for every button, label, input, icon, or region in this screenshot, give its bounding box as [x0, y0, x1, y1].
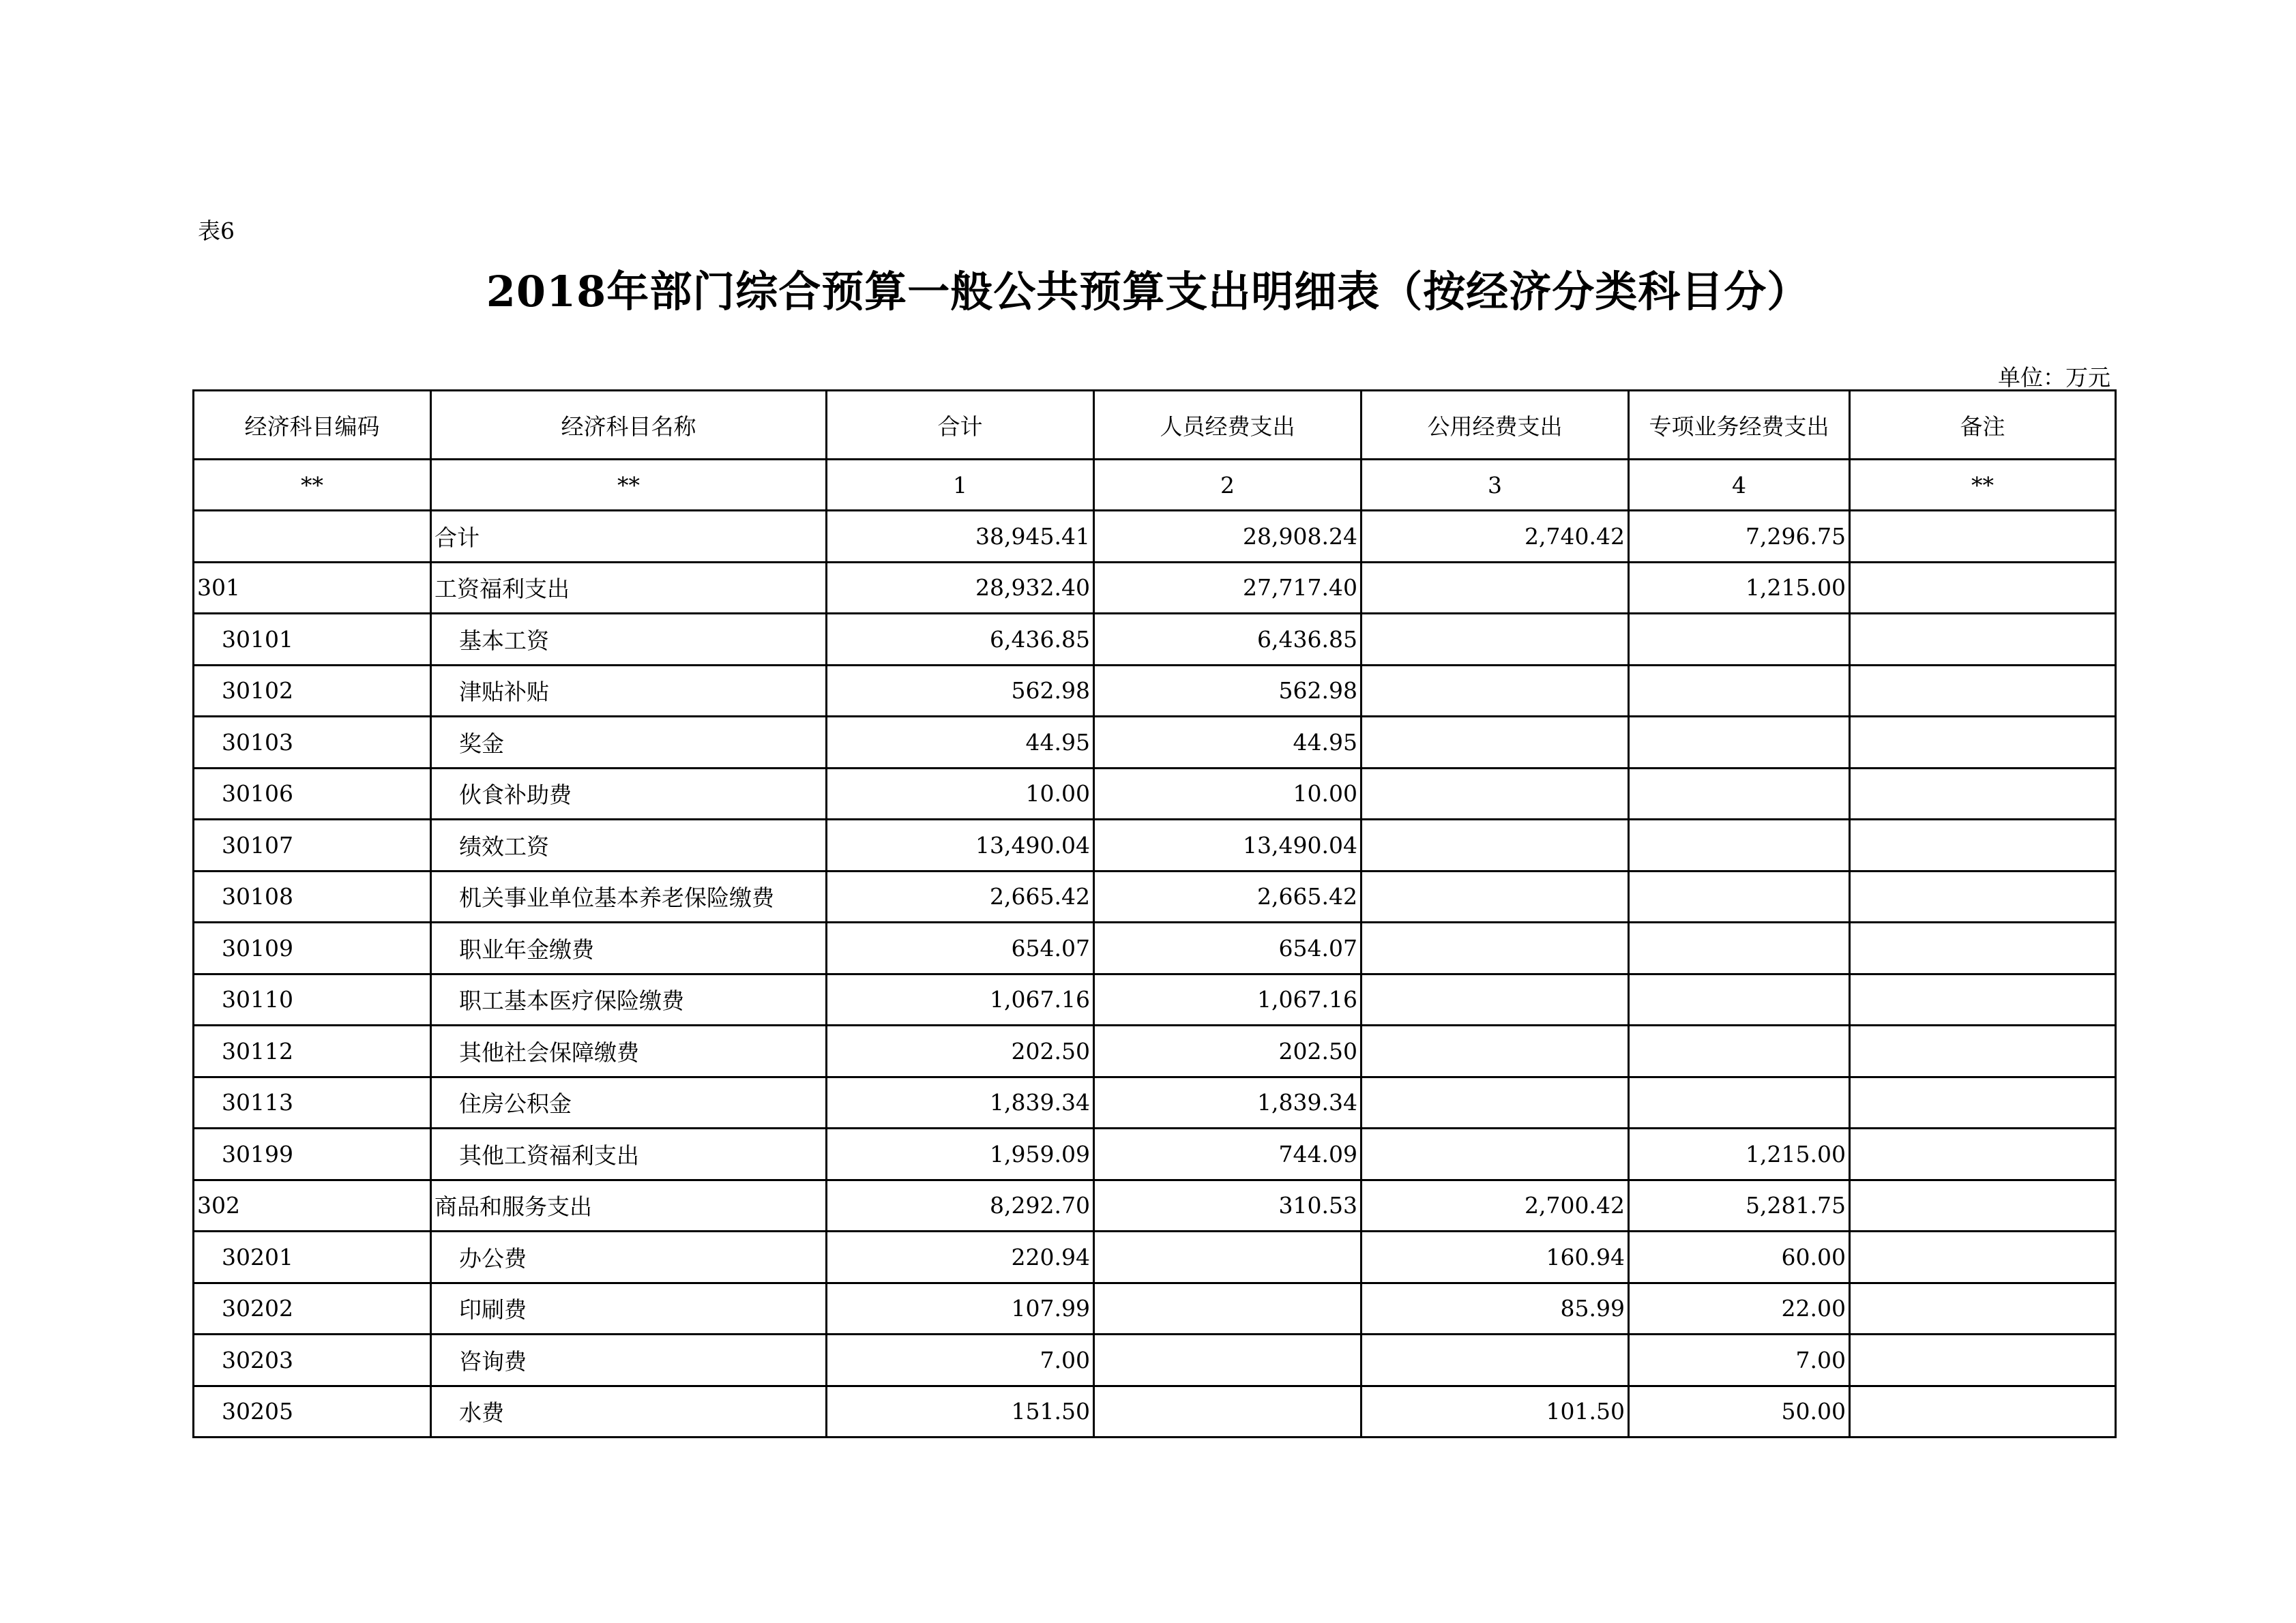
cell-special [1629, 871, 1850, 923]
cell-total: 202.50 [827, 1026, 1094, 1077]
cell-personnel [1094, 1386, 1362, 1438]
cell-special [1629, 974, 1850, 1026]
cell-total: 654.07 [827, 923, 1094, 974]
cell-personnel: 310.53 [1094, 1180, 1362, 1232]
cell-code: 30102 [194, 665, 431, 717]
cell-name: 办公费 [431, 1232, 827, 1283]
table-number-label: 表6 [198, 218, 235, 244]
index-total: 1 [827, 460, 1094, 511]
header-name: 经济科目名称 [431, 391, 827, 460]
cell-total: 28,932.40 [827, 562, 1094, 614]
cell-name: 职业年金缴费 [431, 923, 827, 974]
cell-personnel: 2,665.42 [1094, 871, 1362, 923]
cell-name: 工资福利支出 [431, 562, 827, 614]
table-header-row [194, 391, 2116, 460]
table-row [194, 1180, 2116, 1232]
table-row [194, 871, 2116, 923]
cell-note [1850, 1232, 2116, 1283]
cell-public [1362, 614, 1629, 666]
cell-note [1850, 1180, 2116, 1232]
cell-public [1362, 562, 1629, 614]
cell-name: 其他社会保障缴费 [431, 1026, 827, 1077]
cell-note [1850, 562, 2116, 614]
cell-public [1362, 768, 1629, 820]
cell-note [1850, 820, 2116, 872]
table-row [194, 1077, 2116, 1129]
cell-special [1629, 820, 1850, 872]
cell-name: 商品和服务支出 [431, 1180, 827, 1232]
cell-note [1850, 1283, 2116, 1335]
cell-special: 7,296.75 [1629, 511, 1850, 563]
cell-personnel: 44.95 [1094, 717, 1362, 769]
cell-public: 101.50 [1362, 1386, 1629, 1438]
cell-special [1629, 768, 1850, 820]
header-public: 公用经费支出 [1362, 391, 1629, 460]
cell-total: 1,839.34 [827, 1077, 1094, 1129]
cell-note [1850, 665, 2116, 717]
cell-public [1362, 1077, 1629, 1129]
cell-note [1850, 511, 2116, 563]
cell-name: 伙食补助费 [431, 768, 827, 820]
cell-public [1362, 665, 1629, 717]
table-row [194, 562, 2116, 614]
cell-name: 其他工资福利支出 [431, 1129, 827, 1180]
cell-code: 30202 [194, 1283, 431, 1335]
cell-code: 30101 [194, 614, 431, 666]
cell-total: 7.00 [827, 1335, 1094, 1386]
cell-public [1362, 1335, 1629, 1386]
cell-name: 住房公积金 [431, 1077, 827, 1129]
table-row [194, 768, 2116, 820]
cell-personnel: 10.00 [1094, 768, 1362, 820]
cell-total: 10.00 [827, 768, 1094, 820]
cell-name: 绩效工资 [431, 820, 827, 872]
cell-note [1850, 614, 2116, 666]
cell-personnel: 27,717.40 [1094, 562, 1362, 614]
cell-code: 30110 [194, 974, 431, 1026]
table-row [194, 717, 2116, 769]
table-row [194, 1232, 2116, 1283]
cell-code: 30106 [194, 768, 431, 820]
index-personnel: 2 [1094, 460, 1362, 511]
cell-total: 562.98 [827, 665, 1094, 717]
cell-name: 机关事业单位基本养老保险缴费 [431, 871, 827, 923]
cell-special [1629, 665, 1850, 717]
cell-personnel: 1,839.34 [1094, 1077, 1362, 1129]
cell-public: 2,700.42 [1362, 1180, 1629, 1232]
table-row [194, 1386, 2116, 1438]
cell-public: 160.94 [1362, 1232, 1629, 1283]
cell-code: 30112 [194, 1026, 431, 1077]
cell-public [1362, 923, 1629, 974]
cell-public [1362, 1129, 1629, 1180]
cell-name: 职工基本医疗保险缴费 [431, 974, 827, 1026]
cell-special: 50.00 [1629, 1386, 1850, 1438]
index-special: 4 [1629, 460, 1850, 511]
cell-special [1629, 614, 1850, 666]
cell-personnel [1094, 1283, 1362, 1335]
cell-total: 38,945.41 [827, 511, 1094, 563]
cell-note [1850, 1335, 2116, 1386]
cell-code: 30205 [194, 1386, 431, 1438]
cell-code: 302 [194, 1180, 431, 1232]
cell-note [1850, 1129, 2116, 1180]
cell-code: 30201 [194, 1232, 431, 1283]
table-row [194, 511, 2116, 563]
cell-note [1850, 1026, 2116, 1077]
cell-total: 107.99 [827, 1283, 1094, 1335]
cell-personnel [1094, 1335, 1362, 1386]
cell-public [1362, 717, 1629, 769]
cell-total: 6,436.85 [827, 614, 1094, 666]
index-public: 3 [1362, 460, 1629, 511]
cell-public [1362, 1026, 1629, 1077]
cell-personnel: 202.50 [1094, 1026, 1362, 1077]
cell-name: 奖金 [431, 717, 827, 769]
cell-personnel: 28,908.24 [1094, 511, 1362, 563]
cell-personnel: 744.09 [1094, 1129, 1362, 1180]
cell-personnel: 654.07 [1094, 923, 1362, 974]
cell-special: 22.00 [1629, 1283, 1850, 1335]
cell-name: 水费 [431, 1386, 827, 1438]
cell-special [1629, 923, 1850, 974]
table-row [194, 614, 2116, 666]
cell-special: 7.00 [1629, 1335, 1850, 1386]
table-row [194, 923, 2116, 974]
header-special: 专项业务经费支出 [1629, 391, 1850, 460]
cell-code: 30103 [194, 717, 431, 769]
cell-total: 1,067.16 [827, 974, 1094, 1026]
header-personnel: 人员经费支出 [1094, 391, 1362, 460]
cell-note [1850, 871, 2116, 923]
cell-public: 85.99 [1362, 1283, 1629, 1335]
cell-total: 13,490.04 [827, 820, 1094, 872]
cell-public [1362, 871, 1629, 923]
cell-note [1850, 768, 2116, 820]
cell-note [1850, 923, 2116, 974]
cell-total: 8,292.70 [827, 1180, 1094, 1232]
index-note: ** [1850, 460, 2116, 511]
cell-special: 1,215.00 [1629, 562, 1850, 614]
cell-name: 基本工资 [431, 614, 827, 666]
cell-public [1362, 974, 1629, 1026]
cell-name: 印刷费 [431, 1283, 827, 1335]
cell-public: 2,740.42 [1362, 511, 1629, 563]
cell-note [1850, 974, 2116, 1026]
cell-code: 30203 [194, 1335, 431, 1386]
index-name: ** [431, 460, 827, 511]
table-row [194, 665, 2116, 717]
header-code: 经济科目编码 [194, 391, 431, 460]
cell-code: 301 [194, 562, 431, 614]
cell-personnel: 562.98 [1094, 665, 1362, 717]
header-total: 合计 [827, 391, 1094, 460]
cell-special: 60.00 [1629, 1232, 1850, 1283]
cell-code: 30113 [194, 1077, 431, 1129]
table-row [194, 1129, 2116, 1180]
cell-code: 30108 [194, 871, 431, 923]
column-index-row [194, 460, 2116, 511]
cell-total: 44.95 [827, 717, 1094, 769]
cell-special [1629, 717, 1850, 769]
cell-special [1629, 1026, 1850, 1077]
cell-public [1362, 820, 1629, 872]
cell-note [1850, 1077, 2116, 1129]
cell-code: 30199 [194, 1129, 431, 1180]
unit-label: 单位：万元 [1998, 364, 2110, 391]
cell-name: 咨询费 [431, 1335, 827, 1386]
cell-special: 5,281.75 [1629, 1180, 1850, 1232]
cell-personnel [1094, 1232, 1362, 1283]
cell-personnel: 1,067.16 [1094, 974, 1362, 1026]
table-row [194, 1335, 2116, 1386]
cell-name: 津贴补贴 [431, 665, 827, 717]
cell-code: 30107 [194, 820, 431, 872]
cell-code [194, 511, 431, 563]
header-note: 备注 [1850, 391, 2116, 460]
page-title: 2018年部门综合预算一般公共预算支出明细表（按经济分类科目分） [486, 267, 1810, 316]
budget-expenditure-table [192, 389, 2117, 1438]
cell-personnel: 6,436.85 [1094, 614, 1362, 666]
cell-note [1850, 1386, 2116, 1438]
table-row [194, 974, 2116, 1026]
cell-note [1850, 717, 2116, 769]
table-row [194, 1026, 2116, 1077]
cell-name: 合计 [431, 511, 827, 563]
cell-special: 1,215.00 [1629, 1129, 1850, 1180]
cell-special [1629, 1077, 1850, 1129]
cell-code: 30109 [194, 923, 431, 974]
cell-personnel: 13,490.04 [1094, 820, 1362, 872]
index-code: ** [194, 460, 431, 511]
cell-total: 151.50 [827, 1386, 1094, 1438]
cell-total: 2,665.42 [827, 871, 1094, 923]
table-row [194, 1283, 2116, 1335]
table-row [194, 820, 2116, 872]
cell-total: 220.94 [827, 1232, 1094, 1283]
cell-total: 1,959.09 [827, 1129, 1094, 1180]
